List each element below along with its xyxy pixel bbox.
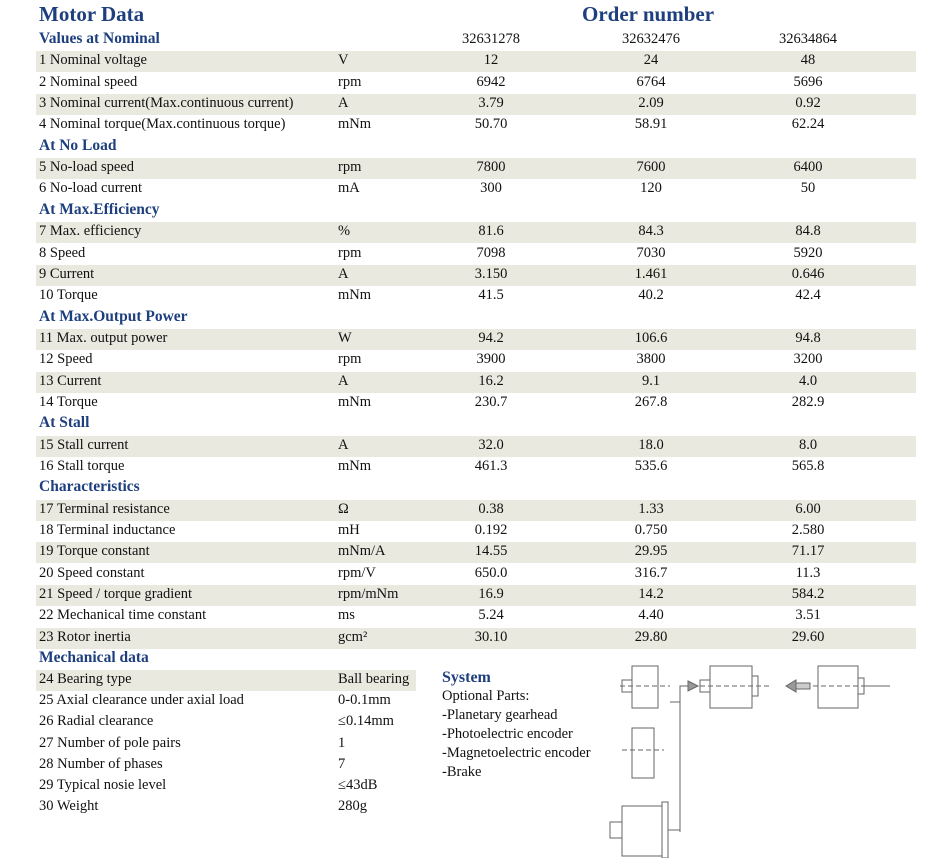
param-unit: W: [338, 329, 352, 346]
value-32631278: 32.0: [478, 436, 504, 453]
value-32631278: 94.2: [478, 329, 504, 346]
param-label: 2 Nominal speed: [39, 73, 138, 90]
param-value: Ball bearing: [338, 671, 410, 687]
table-row: [36, 244, 916, 265]
param-label: 8 Speed: [39, 244, 86, 261]
param-label: 19 Torque constant: [39, 543, 150, 560]
table-row: [36, 436, 916, 457]
gearhead-drawing: [620, 666, 670, 708]
value-32634864: 50: [800, 180, 816, 197]
table-row: [36, 329, 916, 350]
value-32631278: 5.24: [478, 607, 504, 624]
param-unit: V: [338, 52, 349, 69]
value-32631278: 14.55: [474, 543, 508, 560]
value-32632476: 2.09: [638, 95, 664, 112]
table-row: [36, 94, 916, 115]
section-heading: At Max.Efficiency: [39, 200, 160, 218]
param-label: 22 Mechanical time constant: [39, 607, 207, 624]
value-32632476: 106.6: [634, 329, 668, 346]
system-title: System: [442, 669, 491, 686]
value-32632476: 58.91: [634, 116, 668, 133]
param-label: 18 Terminal inductance: [39, 522, 176, 539]
value-32632476: 4.40: [638, 607, 664, 624]
system-item: -Brake: [442, 764, 482, 780]
section-heading: Mechanical data: [39, 649, 149, 667]
section-heading: Values at Nominal: [39, 30, 160, 47]
system-panel: [442, 668, 591, 782]
value-32632476: 40.2: [638, 287, 664, 304]
table-row: [36, 158, 916, 179]
table-row: [36, 350, 916, 371]
value-32631278: 3.79: [478, 95, 504, 112]
table-row: [36, 73, 916, 94]
table-row: [36, 457, 916, 478]
param-label: 10 Torque: [39, 287, 98, 304]
value-32631278: 650.0: [474, 564, 508, 581]
param-label: 28 Number of phases: [39, 755, 163, 772]
param-unit: mNm: [338, 287, 372, 304]
value-32632476: 24: [643, 52, 659, 69]
value-32632476: 3800: [636, 351, 666, 368]
value-32634864: 565.8: [791, 458, 825, 474]
encoder-drawing: [805, 666, 892, 708]
table-row: [36, 286, 916, 307]
param-value: ≤0.14mm: [338, 713, 394, 730]
param-value: 1: [338, 734, 346, 751]
param-label: 11 Max. output power: [39, 329, 168, 346]
param-label: 20 Speed constant: [39, 564, 145, 581]
value-32632476: 6764: [636, 73, 666, 90]
value-32632476: 84.3: [638, 223, 664, 240]
table-row: [36, 222, 916, 243]
value-32632476: 14.2: [638, 586, 664, 603]
param-label: 21 Speed / torque gradient: [39, 586, 193, 603]
value-32632476: 0.750: [634, 522, 668, 539]
value-32632476: 18.0: [638, 436, 664, 453]
value-32631278: 6942: [476, 73, 506, 90]
section-row: [36, 201, 916, 222]
param-label: 16 Stall torque: [39, 458, 125, 474]
connector-lines: [670, 681, 698, 832]
mechanical-row: [36, 755, 416, 776]
param-unit: mNm: [338, 116, 372, 133]
mechanical-row: [36, 797, 416, 818]
value-32634864: 71.17: [791, 543, 825, 560]
param-unit: gcm²: [338, 628, 368, 645]
value-32634864: 3200: [793, 351, 823, 368]
table-row: [36, 115, 916, 136]
value-32632476: 267.8: [634, 393, 668, 410]
value-32631278: 0.38: [478, 500, 504, 517]
value-32634864: 5696: [793, 73, 823, 90]
value-32634864: 11.3: [795, 564, 821, 581]
value-32632476: 1.33: [638, 500, 664, 517]
mechanical-row: [36, 691, 416, 712]
value-32631278: 461.3: [474, 458, 508, 474]
order-number-1: 32631278: [462, 31, 520, 47]
motor-data-title: Motor Data: [39, 2, 145, 26]
value-32631278: 12: [483, 52, 499, 69]
param-unit: rpm: [338, 351, 362, 368]
value-32632476: 7600: [636, 159, 666, 176]
param-unit: rpm/mNm: [338, 586, 399, 603]
param-unit: mNm: [338, 393, 372, 410]
arrow-left-icon: [786, 680, 810, 692]
value-32634864: 282.9: [791, 393, 825, 410]
value-32632476: 9.1: [641, 372, 661, 389]
param-unit: mNm: [338, 458, 372, 474]
param-label: 3 Nominal current(Max.continuous current): [39, 95, 294, 112]
value-32631278: 50.70: [474, 116, 508, 133]
value-32634864: 48: [800, 52, 816, 69]
value-32632476: 316.7: [634, 564, 668, 581]
param-label: 25 Axial clearance under axial load: [39, 692, 244, 709]
param-label: 9 Current: [39, 265, 95, 282]
section-row: [36, 414, 916, 435]
mechanical-row: [36, 734, 416, 755]
param-unit: rpm: [338, 244, 362, 261]
value-32634864: 8.0: [798, 436, 818, 453]
param-unit: ms: [338, 607, 355, 624]
param-label: 29 Typical nosie level: [39, 777, 167, 793]
value-32632476: 535.6: [634, 458, 668, 474]
table-row: [36, 521, 916, 542]
system-item: -Photoelectric encoder: [442, 726, 573, 742]
value-32631278: 7098: [476, 244, 506, 261]
table-row: [36, 51, 916, 72]
value-32631278: 0.192: [474, 522, 508, 539]
param-label: 7 Max. efficiency: [39, 223, 142, 240]
param-label: 23 Rotor inertia: [39, 628, 131, 645]
brake-drawing: [622, 728, 664, 778]
mechanical-row: [36, 776, 416, 797]
system-item: -Magnetoelectric encoder: [442, 745, 591, 761]
value-32634864: 0.92: [795, 95, 821, 112]
table-header-row: [36, 30, 916, 51]
param-label: 24 Bearing type: [39, 671, 132, 687]
value-32631278: 3.150: [474, 265, 508, 282]
value-32634864: 0.646: [791, 265, 825, 282]
param-value: ≤43dB: [338, 777, 378, 793]
section-heading: At No Load: [39, 136, 117, 154]
section-heading: At Stall: [39, 414, 90, 432]
section-heading: At Max.Output Power: [39, 307, 188, 325]
section-heading: Characteristics: [39, 478, 140, 496]
value-32634864: 42.4: [795, 287, 821, 304]
mechanical-row: [36, 670, 416, 691]
table-row: [36, 606, 916, 627]
param-unit: Ω: [338, 500, 349, 517]
value-32632476: 29.80: [634, 628, 668, 645]
value-32632476: 7030: [636, 244, 666, 261]
table-row: [36, 265, 916, 286]
section-row: [36, 478, 916, 499]
value-32631278: 16.2: [478, 372, 504, 389]
value-32631278: 230.7: [474, 393, 508, 410]
param-unit: A: [338, 436, 349, 453]
param-label: 12 Speed: [39, 351, 93, 368]
param-label: 1 Nominal voltage: [39, 52, 147, 69]
param-unit: rpm/V: [338, 564, 376, 581]
param-unit: A: [338, 95, 349, 112]
table-row: [36, 628, 916, 649]
param-unit: mH: [338, 522, 360, 539]
param-unit: %: [338, 223, 351, 240]
param-label: 13 Current: [39, 372, 102, 389]
param-unit: A: [338, 265, 349, 282]
value-32634864: 62.24: [791, 116, 825, 133]
value-32632476: 120: [640, 180, 662, 197]
param-value: 7: [338, 755, 346, 772]
value-32632476: 1.461: [634, 265, 668, 282]
param-label: 26 Radial clearance: [39, 713, 154, 730]
value-32631278: 30.10: [474, 628, 508, 645]
value-32632476: 29.95: [634, 543, 668, 560]
table-row: [36, 500, 916, 521]
system-item: -Planetary gearhead: [442, 707, 558, 723]
param-unit: mA: [338, 180, 360, 197]
value-32634864: 94.8: [795, 329, 821, 346]
param-unit: rpm: [338, 73, 362, 90]
value-32634864: 29.60: [791, 628, 825, 645]
param-label: 27 Number of pole pairs: [39, 734, 181, 751]
value-32634864: 4.0: [798, 372, 818, 389]
value-32634864: 5920: [793, 244, 823, 261]
table-row: [36, 564, 916, 585]
value-32631278: 16.9: [478, 586, 504, 603]
order-number-3: 32634864: [779, 31, 837, 47]
table-row: [36, 393, 916, 414]
param-label: 4 Nominal torque(Max.continuous torque): [39, 116, 286, 133]
value-32631278: 81.6: [478, 223, 504, 240]
order-number-2: 32632476: [622, 31, 680, 47]
motor-drawing: [700, 666, 770, 708]
mechanical-row: [36, 712, 416, 733]
param-label: 30 Weight: [39, 798, 99, 815]
section-row: [36, 137, 916, 158]
system-subtitle: Optional Parts:: [442, 688, 530, 704]
value-32631278: 41.5: [478, 287, 504, 304]
order-number-title: Order number: [582, 2, 715, 26]
table-row: [36, 542, 916, 563]
value-32634864: 84.8: [795, 223, 821, 240]
param-label: 14 Torque: [39, 393, 98, 410]
param-label: 6 No-load current: [39, 180, 143, 197]
value-32631278: 7800: [476, 159, 506, 176]
param-label: 15 Stall current: [39, 436, 129, 453]
value-32634864: 6.00: [795, 500, 821, 517]
table-row: [36, 179, 916, 200]
param-value: 280g: [338, 798, 367, 815]
param-unit: A: [338, 372, 349, 389]
param-label: 17 Terminal resistance: [39, 500, 170, 517]
param-unit: rpm: [338, 159, 362, 176]
param-value: 0-0.1mm: [338, 692, 391, 709]
param-unit: mNm/A: [338, 543, 386, 560]
value-32631278: 3900: [476, 351, 506, 368]
value-32634864: 6400: [793, 159, 823, 176]
value-32634864: 584.2: [791, 586, 825, 603]
section-row: [36, 308, 916, 329]
system-diagram: [600, 662, 900, 858]
large-encoder-drawing: [610, 802, 680, 858]
value-32634864: 2.580: [791, 522, 825, 539]
param-label: 5 No-load speed: [39, 159, 135, 176]
value-32634864: 3.51: [795, 607, 821, 624]
table-row: [36, 585, 916, 606]
value-32631278: 300: [480, 180, 502, 197]
table-row: [36, 372, 916, 393]
